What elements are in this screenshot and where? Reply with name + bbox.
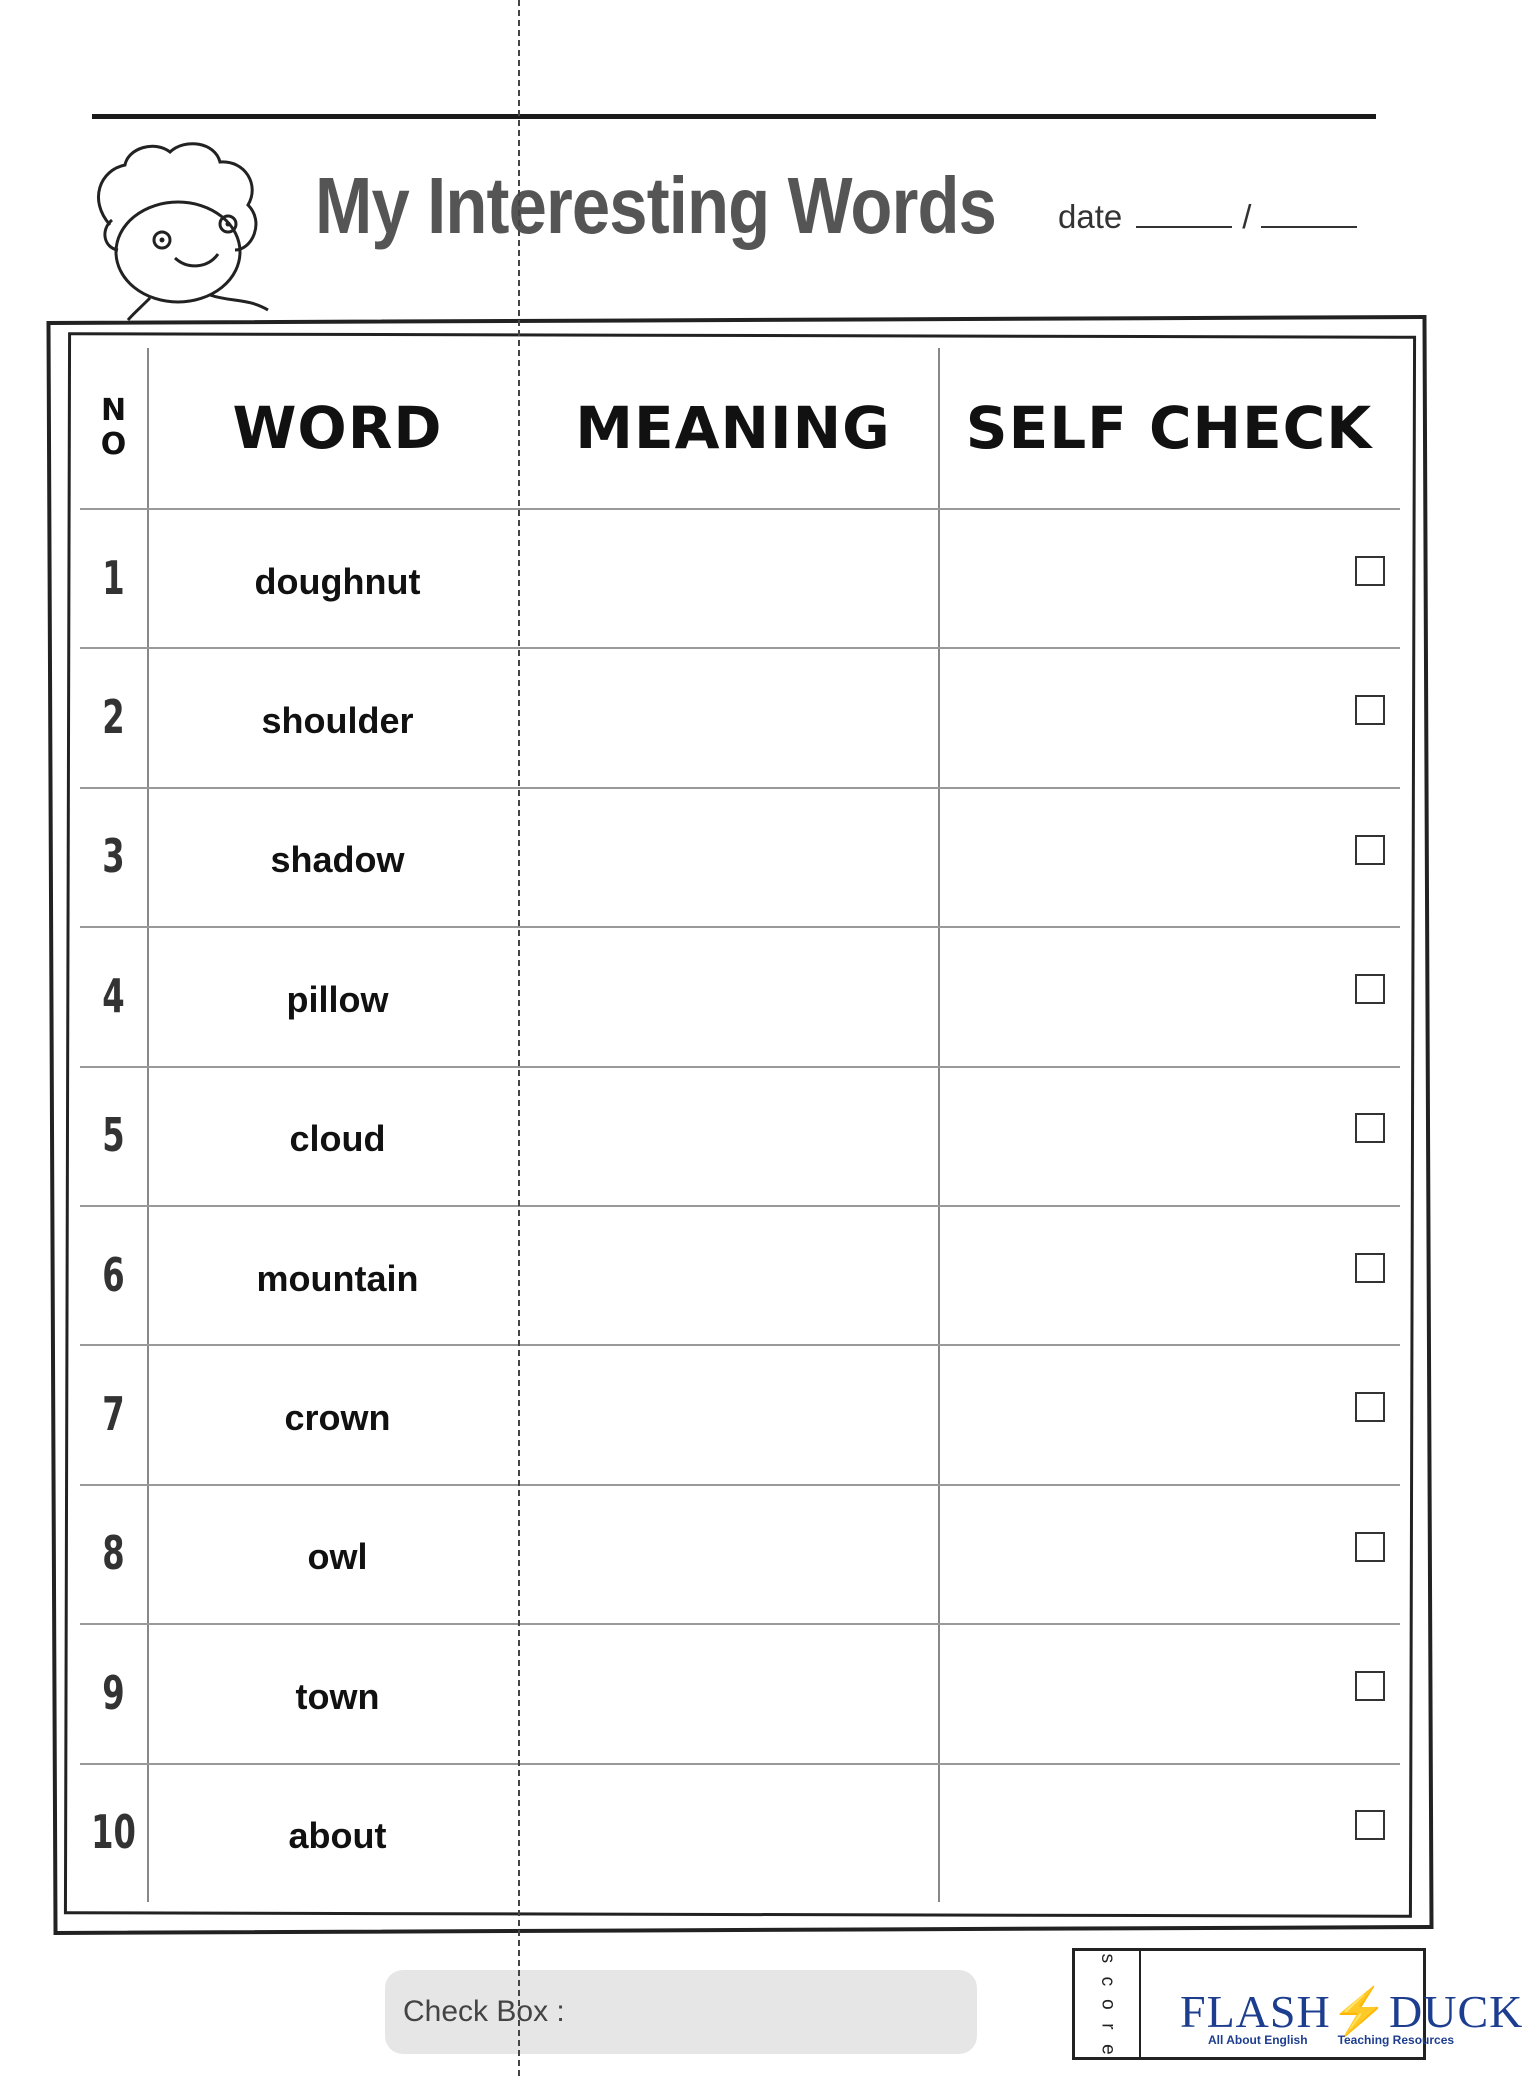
row-number: 3 [102, 829, 125, 884]
row-word: town [295, 1675, 380, 1717]
self-check-checkbox[interactable] [1355, 1113, 1385, 1143]
date-month-blank[interactable] [1136, 196, 1232, 228]
row-word: doughnut [254, 560, 421, 602]
check-box-field[interactable] [385, 1970, 977, 2054]
header-self-check: SELF CHECK [965, 394, 1373, 462]
self-check-checkbox[interactable] [1355, 1392, 1385, 1422]
column-divider [938, 348, 940, 1902]
row-number: 10 [91, 1805, 136, 1860]
page-title: My Interesting Words [315, 161, 997, 250]
row-word: about [288, 1815, 387, 1857]
date-field [1058, 196, 1367, 236]
boy-mascot-icon [70, 130, 290, 320]
row-number: 1 [102, 550, 125, 605]
meaning-cell[interactable] [528, 926, 938, 1065]
row-word: shadow [270, 839, 405, 881]
meaning-cell[interactable] [528, 1066, 938, 1205]
brand-tagline-right: Teaching Resources [1337, 2033, 1455, 2047]
row-number: 6 [102, 1247, 125, 1302]
self-check-checkbox[interactable] [1355, 1532, 1385, 1562]
row-word: owl [307, 1536, 368, 1578]
meaning-cell[interactable] [528, 1623, 938, 1762]
row-number: 2 [102, 690, 125, 745]
self-check-checkbox[interactable] [1355, 835, 1385, 865]
table-grid [80, 348, 1400, 1902]
row-number: 8 [102, 1526, 125, 1581]
row-number: 5 [102, 1108, 125, 1163]
header-no-o: O [100, 427, 127, 462]
brand-name-left: FLASH [1180, 1986, 1331, 2037]
row-number: 9 [102, 1665, 125, 1720]
row-word: cloud [289, 1118, 386, 1160]
meaning-cell[interactable] [528, 508, 938, 647]
flashduck-logo [1180, 1985, 1523, 2055]
date-day-blank[interactable] [1261, 196, 1357, 228]
meaning-cell[interactable] [528, 1205, 938, 1344]
brand-tagline-left: All About English [1208, 2033, 1308, 2047]
self-check-checkbox[interactable] [1355, 556, 1385, 586]
row-word: mountain [256, 1257, 419, 1299]
meaning-cell[interactable] [528, 647, 938, 786]
header-word: WORD [232, 394, 443, 462]
lightning-bolt-icon: ⚡ [1330, 1986, 1389, 2037]
date-separator: / [1242, 198, 1252, 235]
check-box-label: Check Box : [403, 1995, 565, 2028]
header-meaning: MEANING [575, 394, 891, 462]
row-word: pillow [286, 978, 389, 1020]
row-number: 4 [102, 968, 125, 1023]
header-no [80, 348, 147, 508]
self-check-checkbox[interactable] [1355, 1810, 1385, 1840]
self-check-checkbox[interactable] [1355, 695, 1385, 725]
word-table [50, 318, 1430, 1932]
date-label: date [1058, 198, 1123, 235]
fold-line [518, 0, 520, 2076]
meaning-cell[interactable] [528, 1484, 938, 1623]
brand-name-right: DUCK [1389, 1986, 1523, 2037]
meaning-cell[interactable] [528, 1763, 938, 1902]
self-check-checkbox[interactable] [1355, 974, 1385, 1004]
top-rule [92, 114, 1376, 119]
row-word: crown [284, 1397, 391, 1439]
row-number: 7 [102, 1387, 125, 1442]
self-check-checkbox[interactable] [1355, 1671, 1385, 1701]
self-check-checkbox[interactable] [1355, 1253, 1385, 1283]
meaning-cell[interactable] [528, 1344, 938, 1483]
header-no-n: N [100, 392, 127, 428]
row-word: shoulder [261, 700, 414, 742]
score-label: s c o r e [1075, 1951, 1141, 2057]
meaning-cell[interactable] [528, 787, 938, 926]
